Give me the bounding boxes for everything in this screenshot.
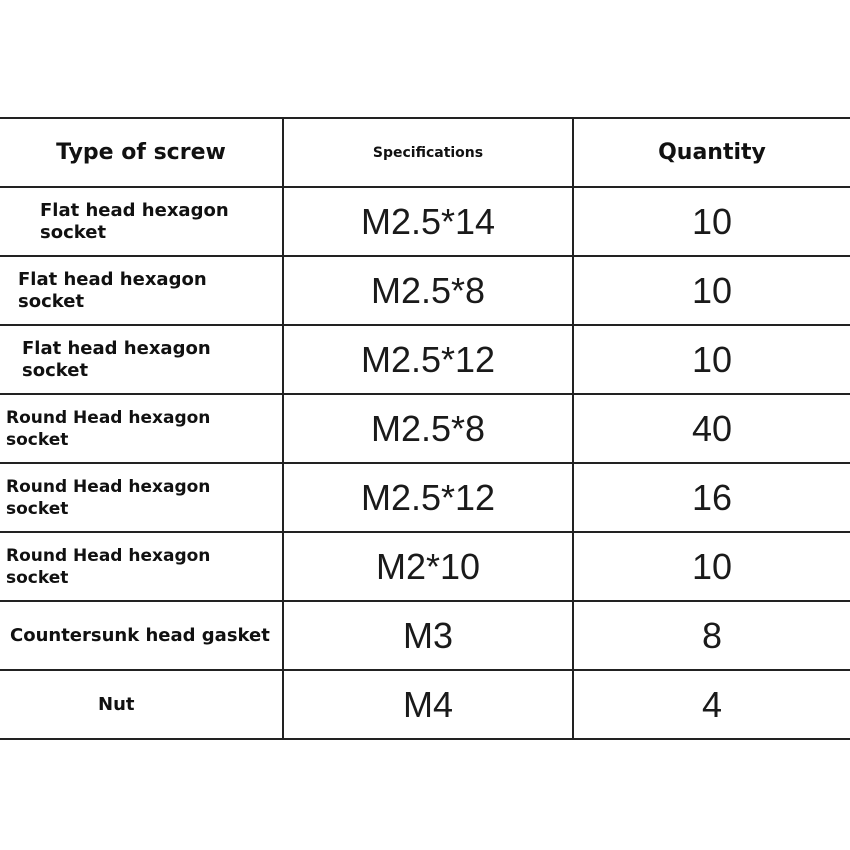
cell-spec: M2.5*8 (283, 394, 573, 463)
table-row (0, 532, 850, 601)
cell-spec: M2.5*14 (283, 187, 573, 256)
header-quantity: Quantity (573, 118, 850, 187)
cell-type: Flat head hexagon socket (0, 256, 283, 325)
cell-type: Flat head hexagon socket (0, 325, 283, 394)
cell-qty: 4 (573, 670, 850, 739)
table-row (0, 187, 850, 256)
cell-spec: M2.5*8 (283, 256, 573, 325)
cell-type: Round Head hexagon socket (0, 394, 283, 463)
screw-spec-table (0, 117, 850, 740)
table-row (0, 463, 850, 532)
cell-spec: M2.5*12 (283, 325, 573, 394)
cell-qty: 10 (573, 532, 850, 601)
cell-spec: M2.5*12 (283, 463, 573, 532)
cell-qty: 16 (573, 463, 850, 532)
table-row (0, 670, 850, 739)
table-row (0, 601, 850, 670)
cell-type: Round Head hexagon socket (0, 532, 283, 601)
cell-type: Flat head hexagon socket (0, 187, 283, 256)
cell-spec: M2*10 (283, 532, 573, 601)
cell-qty: 40 (573, 394, 850, 463)
cell-type: Nut (0, 670, 283, 739)
cell-spec: M3 (283, 601, 573, 670)
table-row (0, 394, 850, 463)
table-row (0, 256, 850, 325)
cell-type: Round Head hexagon socket (0, 463, 283, 532)
cell-qty: 10 (573, 325, 850, 394)
header-type: Type of screw (0, 118, 283, 187)
cell-qty: 10 (573, 256, 850, 325)
cell-spec: M4 (283, 670, 573, 739)
cell-qty: 8 (573, 601, 850, 670)
table-row (0, 325, 850, 394)
table-header-row (0, 118, 850, 187)
header-specifications: Specifications (283, 118, 573, 187)
cell-qty: 10 (573, 187, 850, 256)
cell-type: Countersunk head gasket (0, 601, 283, 670)
